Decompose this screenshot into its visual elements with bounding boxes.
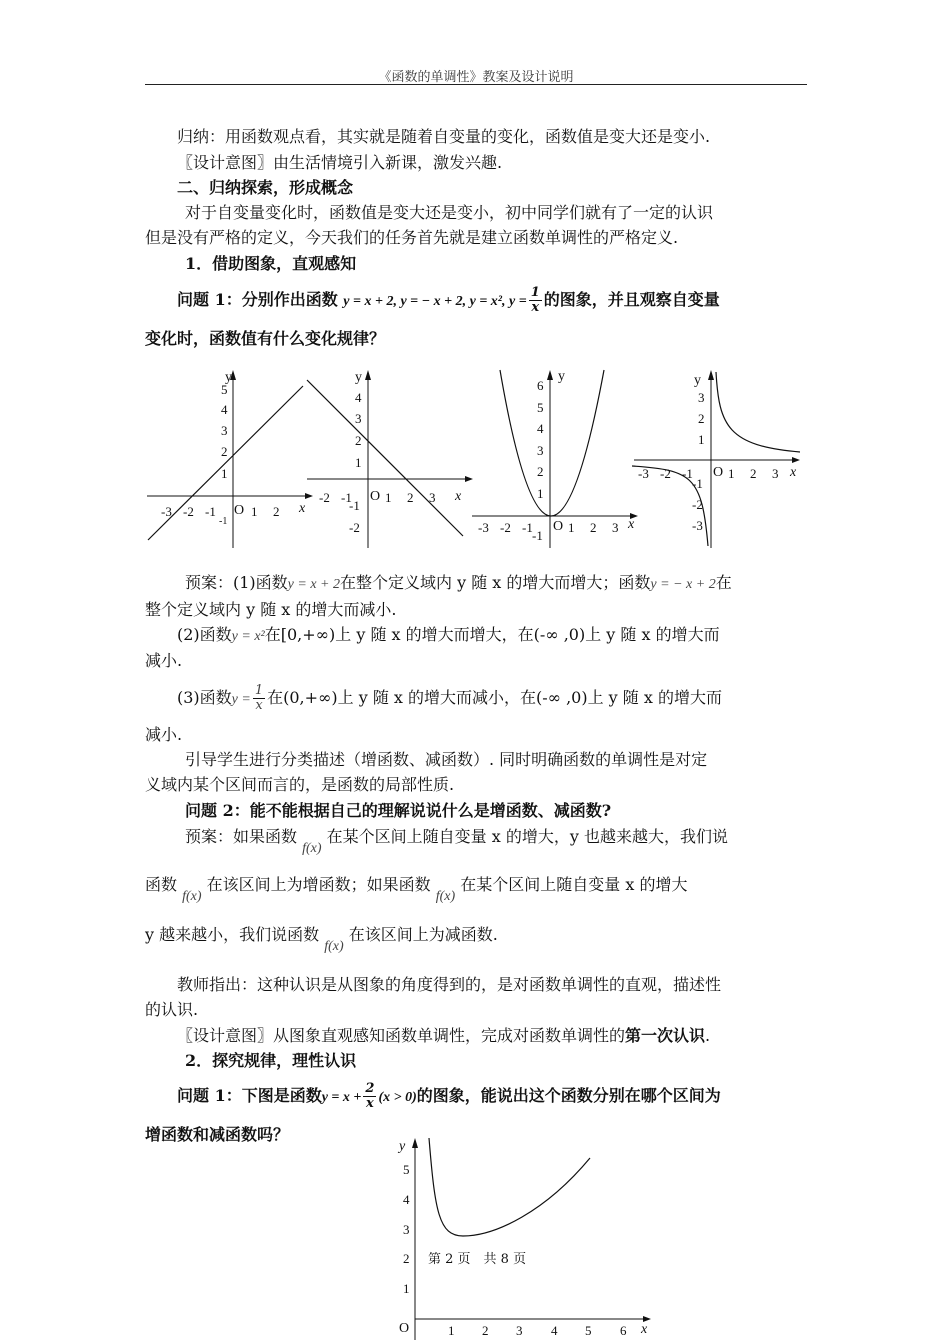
- tick-x-3: 3: [516, 1323, 523, 1338]
- tick-y-5: 5: [403, 1162, 410, 1177]
- x-label: x: [455, 489, 462, 504]
- graph-x-plus-2-over-x: [385, 1132, 665, 1344]
- answer-3: (3)函数y = $\frac{1}{x}$ 在(0,+∞)上 y 随 x 的增大而减小，在(-∞ ,0)上 y 随 x 的增大而: [177, 683, 722, 713]
- tick-x-neg2: -2: [500, 520, 511, 535]
- plan-line-2: 函数 f(x) 在该区间上为增函数；如果函数 f(x) 在某个区间上随自变量 x 的增大: [145, 875, 688, 904]
- tick-y-1: 1: [698, 432, 705, 447]
- tick-x-3: 3: [612, 520, 619, 535]
- guide-line-1: 引导学生进行分类描述（增函数、减函数）. 同时明确函数的单调性是对定: [185, 750, 708, 769]
- tick-x-2: 2: [590, 520, 597, 535]
- tick-x-1: 1: [448, 1323, 455, 1338]
- tick-y-6: 6: [537, 378, 544, 393]
- tick-y-3: 3: [221, 423, 228, 438]
- section-heading-2: 二、归纳探索，形成概念: [177, 178, 354, 197]
- subsection-heading-2: 2．探究规律，理性认识: [185, 1051, 357, 1070]
- tick-y-1: 1: [537, 486, 544, 501]
- page-footer: 第 2 页 共 8 页: [428, 1252, 527, 1267]
- q1-math: y = x + 2, y = − x + 2, y = x², y =: [343, 294, 527, 309]
- y-label: y: [399, 1139, 406, 1154]
- tick-x-neg3: -3: [638, 466, 649, 481]
- text-para-1: 对于自变量变化时，函数值是变大还是变小，初中同学们就有了一定的认识: [185, 203, 714, 222]
- tick-x-2: 2: [273, 504, 280, 519]
- answer-1-line2: 整个定义域内 y 随 x 的增大而减小.: [145, 600, 397, 619]
- tick-x-1: 1: [251, 504, 258, 519]
- text-summary: 归纳：用函数观点看，其实就是随着自变量的变化，函数值是变大还是变小.: [177, 127, 711, 146]
- design-intent-2: 〖设计意图〗从图象直观感知函数单调性，完成对函数单调性的第一次认识.: [177, 1026, 711, 1045]
- question-1-line2: 变化时，函数值有什么变化规律？: [145, 329, 386, 348]
- y-label: y: [355, 370, 362, 385]
- y-label: y: [694, 373, 701, 388]
- origin-label: O: [553, 519, 564, 534]
- tick-y-neg1: -1: [219, 516, 228, 527]
- tick-y-2: 2: [537, 464, 544, 479]
- answer-3-line2: 减小.: [145, 725, 183, 744]
- tick-y-2: 2: [355, 433, 362, 448]
- answer-1: 预案：(1)函数y = x + 2在整个定义域内 y 随 x 的增大而增大；函数y = − x + 2在: [185, 573, 732, 592]
- tick-x-1: 1: [728, 466, 735, 481]
- plan-line-3: y 越来越小，我们说函数 f(x) 在该区间上为减函数.: [145, 925, 498, 954]
- tick-x-3: 3: [429, 490, 436, 505]
- tick-y-neg2: -2: [349, 520, 360, 535]
- tick-x-4: 4: [551, 1323, 558, 1338]
- tick-y-3: 3: [355, 411, 362, 426]
- y-axis-arrow: [708, 370, 714, 380]
- parabola-curve: [500, 370, 604, 516]
- tick-x-1: 1: [385, 490, 392, 505]
- origin-label: O: [370, 489, 381, 504]
- tick-y-neg1: -1: [532, 528, 543, 543]
- subsection-heading-1: 1．借助图象，直观感知: [185, 254, 357, 273]
- text-para-2: 但是没有严格的定义，今天我们的任务首先就是建立函数单调性的严格定义.: [145, 228, 679, 247]
- question-3-line2: 增函数和减函数吗？: [145, 1125, 290, 1144]
- tick-x-neg1: -1: [205, 504, 216, 519]
- tick-x-2: 2: [407, 490, 414, 505]
- tick-x-3: 3: [772, 466, 779, 481]
- header-divider: [145, 84, 807, 85]
- graph-linear-increasing: [145, 366, 315, 550]
- tick-y-1: 1: [221, 466, 228, 481]
- tick-y-1: 1: [355, 455, 362, 470]
- fraction-1-over-x: $\frac{1}{x}$: [530, 285, 540, 315]
- tick-y-neg2: -2: [692, 497, 703, 512]
- fraction-1-over-x-2: $\frac{1}{x}$: [254, 683, 264, 713]
- tick-y-neg1: -1: [349, 498, 360, 513]
- tick-y-4: 4: [221, 402, 228, 417]
- origin-label: O: [234, 503, 245, 518]
- x-axis-arrow: [792, 457, 800, 463]
- y-axis-arrow: [365, 370, 371, 380]
- tick-x-neg2: -2: [319, 490, 330, 505]
- tick-y-3: 3: [537, 443, 544, 458]
- tick-x-neg1: -1: [341, 490, 352, 505]
- graph-parabola: [470, 366, 645, 550]
- q1-pre: 问题 1：分别作出函数: [177, 290, 338, 309]
- tick-y-3: 3: [403, 1222, 410, 1237]
- tick-y-5: 5: [221, 382, 228, 397]
- tick-x-neg3: -3: [478, 520, 489, 535]
- tick-y-neg3: -3: [692, 518, 703, 533]
- page-header: 《函数的单调性》教案及设计说明: [378, 70, 574, 85]
- question-3: 问题 1：下图是函数y = x + $\frac{2}{x}$ (x > 0)的图象，能说出这个函数分别在哪个区间为: [177, 1081, 721, 1111]
- tick-y-2: 2: [698, 411, 705, 426]
- y-axis-arrow: [412, 1138, 418, 1148]
- tick-x-1: 1: [568, 520, 575, 535]
- tick-x-2: 2: [482, 1323, 489, 1338]
- teacher-note-1: 教师指出：这种认识是从图象的角度得到的，是对函数单调性的直观，描述性: [177, 975, 722, 994]
- guide-line-2: 义域内某个区间而言的，是函数的局部性质.: [145, 775, 455, 794]
- tick-y-2: 2: [221, 444, 228, 459]
- text-design-intent-1: 〖设计意图〗由生活情境引入新课，激发兴趣.: [177, 153, 503, 172]
- fraction-2-over-x: $\frac{2}{x}$: [365, 1081, 375, 1111]
- q1-post: 的图象，并且观察自变量: [543, 290, 720, 309]
- tick-y-4: 4: [537, 421, 544, 436]
- question-1: [145, 286, 839, 315]
- plan-line-1: 预案：如果函数 f(x) 在某个区间上随自变量 x 的增大，y 也越来越大，我们说: [185, 827, 728, 856]
- line-y-neg-x-plus-2: [307, 380, 463, 536]
- tick-y-1: 1: [403, 1281, 410, 1296]
- tick-x-neg2: -2: [183, 504, 194, 519]
- y-label: y: [225, 370, 232, 385]
- tick-x-neg1: -1: [522, 520, 533, 535]
- teacher-note-2: 的认识.: [145, 1000, 199, 1019]
- y-label: y: [558, 369, 565, 384]
- x-label: x: [628, 517, 635, 532]
- answer-2-line2: 减小.: [145, 651, 183, 670]
- graph-reciprocal: [632, 366, 807, 550]
- x-label: x: [641, 1322, 648, 1337]
- tick-y-3: 3: [698, 390, 705, 405]
- answer-2: (2)函数y = x²在[0,+∞)上 y 随 x 的增大而增大，在(-∞ ,0)上 y 随 x 的增大而: [177, 625, 720, 644]
- tick-y-4: 4: [403, 1192, 410, 1207]
- tick-y-neg1: -1: [692, 476, 703, 491]
- function-curve: [429, 1138, 590, 1236]
- tick-x-neg1: -1: [682, 466, 693, 481]
- tick-y-2: 2: [403, 1251, 410, 1266]
- y-axis-arrow: [547, 370, 553, 380]
- origin-label: O: [713, 465, 724, 480]
- graph-linear-decreasing: [305, 366, 475, 550]
- x-label: x: [790, 465, 797, 480]
- tick-x-neg3: -3: [161, 504, 172, 519]
- tick-x-2: 2: [750, 466, 757, 481]
- origin-label: O: [399, 1321, 410, 1336]
- hyperbola-branch-positive: [716, 372, 800, 452]
- tick-x-5: 5: [585, 1323, 592, 1338]
- x-label: x: [299, 501, 306, 516]
- question-2: 问题 2：能不能根据自己的理解说说什么是增函数、减函数?: [185, 801, 612, 820]
- tick-y-5: 5: [537, 400, 544, 415]
- tick-x-neg2: -2: [660, 466, 671, 481]
- tick-y-4: 4: [355, 390, 362, 405]
- tick-x-6: 6: [620, 1323, 627, 1338]
